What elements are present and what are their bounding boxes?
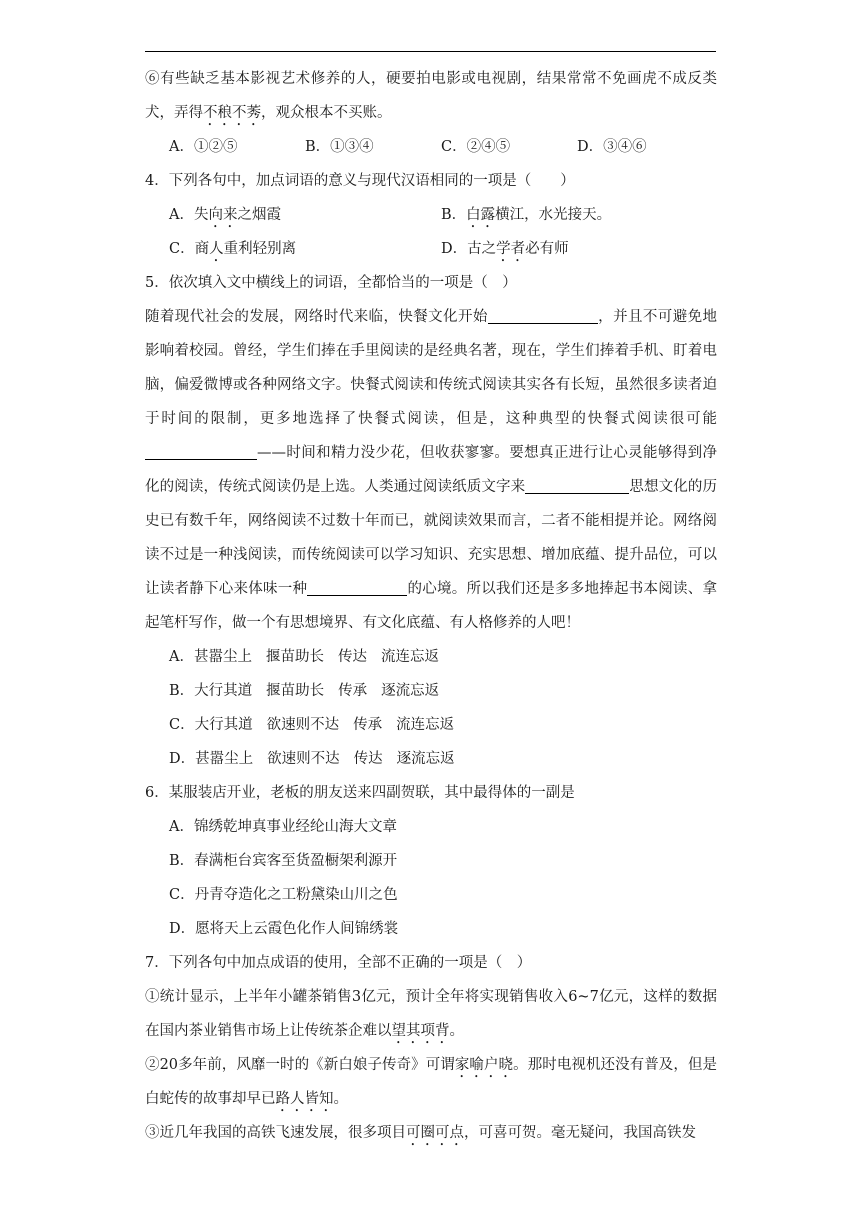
sentence-text: ②20多年前，风靡一时的《新白娘子传奇》可谓 bbox=[145, 1057, 455, 1073]
emphasized-word: 白露 bbox=[466, 207, 496, 223]
option-text: 失 bbox=[193, 207, 209, 223]
option-word: 逐流忘返 bbox=[396, 751, 455, 767]
option-label: D． bbox=[441, 241, 468, 257]
option-label: A． bbox=[169, 207, 194, 223]
option-text: 必有师 bbox=[525, 241, 569, 257]
q3-option-a[interactable]: A．①②⑤ bbox=[169, 139, 238, 155]
passage-text: ，并且不可避免地影响着校园。曾经，学生们捧在手里阅读的是经典名著，现在，学生们捧着手机、盯着电脑，偏爱微博或各种网络文字。快餐式阅读和传统式阅读其实各有长短，虽然很多读者迫于时间的限制，更多地选择了快餐式阅读，但是，这种典型的快餐式阅读很可能 bbox=[145, 309, 718, 427]
option-word: 甚嚣尘上 bbox=[195, 751, 254, 767]
sentence-text: 。 bbox=[333, 1091, 348, 1107]
sentence-text: 。 bbox=[449, 1023, 464, 1039]
q4-options-row2 bbox=[145, 232, 717, 266]
sentence-text: 。那时电视机还没有普及，但是白蛇传的故事却早已 bbox=[145, 1057, 718, 1107]
q4-stem: 4．下列各句中，加点词语的意义与现代汉语相同的一项是（ ） bbox=[145, 173, 575, 189]
page-content bbox=[145, 62, 717, 1150]
q5-option-c[interactable] bbox=[145, 708, 717, 742]
q7-sentence-3 bbox=[145, 1116, 717, 1150]
q3-options bbox=[145, 130, 717, 164]
blank-4[interactable] bbox=[307, 577, 407, 596]
option-word: 欲速则不达 bbox=[267, 751, 340, 767]
option-word: 欲速则不达 bbox=[266, 717, 340, 733]
option-label: C． bbox=[169, 717, 195, 733]
emphasized-idiom: 可圈可点 bbox=[406, 1125, 464, 1141]
option-word: 传达 bbox=[337, 649, 367, 665]
q5-passage bbox=[145, 300, 717, 640]
q5-option-b[interactable] bbox=[145, 674, 717, 708]
emphasized-word: 人 bbox=[209, 241, 224, 257]
option-label: A． bbox=[169, 649, 194, 665]
option-word: 大行其道 bbox=[194, 717, 253, 733]
emphasized-word: 向来 bbox=[208, 207, 238, 223]
emphasized-idiom: 不稂不莠 bbox=[203, 105, 261, 121]
option-text: 重利轻别离 bbox=[223, 241, 297, 257]
q5-option-a[interactable] bbox=[145, 640, 717, 674]
sentence-text: ，可喜可贺。毫无疑问，我国高铁发 bbox=[464, 1125, 696, 1141]
q7-stem: 7．下列各句中加点成语的使用，全部不正确的一项是（ ） bbox=[145, 955, 532, 971]
emphasized-word: 学者 bbox=[496, 241, 526, 257]
option-word: 揠苗助长 bbox=[266, 683, 325, 699]
q4-option-d[interactable] bbox=[441, 232, 713, 266]
passage-text: 随着现代社会的发展，网络时代来临，快餐文化开始 bbox=[145, 309, 488, 325]
option-label: C． bbox=[169, 241, 195, 257]
q4-option-c[interactable] bbox=[169, 232, 441, 266]
q6-option-d[interactable]: D．愿将天上云霞色化作人间锦绣裳 bbox=[169, 921, 399, 937]
option-text: 商 bbox=[194, 241, 210, 257]
emphasized-idiom: 家喻户晓 bbox=[454, 1057, 514, 1073]
header-rule bbox=[145, 51, 716, 52]
option-word: 传承 bbox=[338, 683, 368, 699]
statement-6-end: ，观众根本不买账。 bbox=[261, 105, 392, 121]
q5-option-d[interactable] bbox=[145, 742, 717, 776]
option-word: 流连忘返 bbox=[380, 649, 439, 665]
passage-text: 思想文化的历史已有数千年，网络阅读不过数十年而已，就阅读效果而言，二者不能相提并论。网络阅读不过是一种浅阅读，而传统阅读可以学习知识、充实思想、增加底蕴、提升品位，可以让读者静下心来体味一种 bbox=[145, 479, 717, 597]
sentence-text: ①统计显示，上半年小罐茶销售3亿元，预计全年将实现销售收入6~7亿元，这样的数据在国内茶业销售市场上让传统茶企难以 bbox=[145, 989, 717, 1039]
option-word: 流连忘返 bbox=[396, 717, 455, 733]
q5-options bbox=[145, 640, 717, 776]
sentence-text: ③近几年我国的高铁飞速发展，很多项目 bbox=[145, 1125, 406, 1141]
statement-6-text: ⑥有些缺乏基本影视艺术修养的人，硬要拍电影或电视剧，结果常常不免画虎不成反类犬，弄得 bbox=[145, 71, 717, 121]
q4-option-b[interactable] bbox=[441, 198, 713, 232]
q6-stem: 6．某服装店开业，老板的朋友送来四副贺联，其中最得体的一副是 bbox=[145, 785, 575, 801]
option-word: 甚嚣尘上 bbox=[193, 649, 252, 665]
q6-option-a[interactable]: A．锦绣乾坤真事业经纶山海大文章 bbox=[169, 819, 397, 835]
q6-option-c[interactable]: C．丹青夺造化之工粉黛染山川之色 bbox=[169, 887, 398, 903]
emphasized-idiom: 望其项背 bbox=[391, 1023, 450, 1039]
passage-text: 的心境。所以我们还是多多地捧起书本阅读、拿起笔杆写作，做一个有思想境界、有文化底蕴、有人格修养的人吧！ bbox=[145, 581, 717, 631]
option-label: D． bbox=[169, 751, 196, 767]
option-text: 古之 bbox=[467, 241, 497, 257]
q3-option-d[interactable]: D．③④⑥ bbox=[577, 139, 647, 155]
q6-option-b[interactable]: B．春满柜台宾客至货盈橱架利源开 bbox=[169, 853, 398, 869]
q7-sentence-1 bbox=[145, 980, 717, 1048]
option-word: 传达 bbox=[353, 751, 383, 767]
q7-sentence-2 bbox=[145, 1048, 717, 1116]
q3-option-b[interactable]: B．①③④ bbox=[305, 139, 374, 155]
blank-2[interactable] bbox=[145, 441, 257, 460]
option-word: 揠苗助长 bbox=[265, 649, 324, 665]
q4-options-row1 bbox=[145, 198, 717, 232]
statement-6 bbox=[145, 62, 717, 130]
option-word: 逐流忘返 bbox=[381, 683, 440, 699]
q4-option-a[interactable] bbox=[169, 198, 441, 232]
option-word: 大行其道 bbox=[194, 683, 253, 699]
q5-stem: 5．依次填入文中横线上的词语，全都恰当的一项是（ ） bbox=[145, 275, 517, 291]
option-label: B． bbox=[441, 207, 467, 223]
q3-option-c[interactable]: C．②④⑤ bbox=[441, 139, 511, 155]
option-label: B． bbox=[169, 683, 195, 699]
blank-1[interactable] bbox=[488, 305, 598, 324]
blank-3[interactable] bbox=[525, 475, 629, 494]
option-text: 之烟霞 bbox=[237, 207, 281, 223]
option-word: 传承 bbox=[353, 717, 383, 733]
option-text: 横江，水光接天。 bbox=[495, 207, 612, 223]
emphasized-idiom: 路人皆知 bbox=[275, 1091, 334, 1107]
passage-text: ——时间和精力没少花，但收获寥寥。要想真正进行让心灵能够得到净化的阅读，传统式阅读仍是上选。人类通过阅读纸质文字来 bbox=[145, 445, 717, 495]
